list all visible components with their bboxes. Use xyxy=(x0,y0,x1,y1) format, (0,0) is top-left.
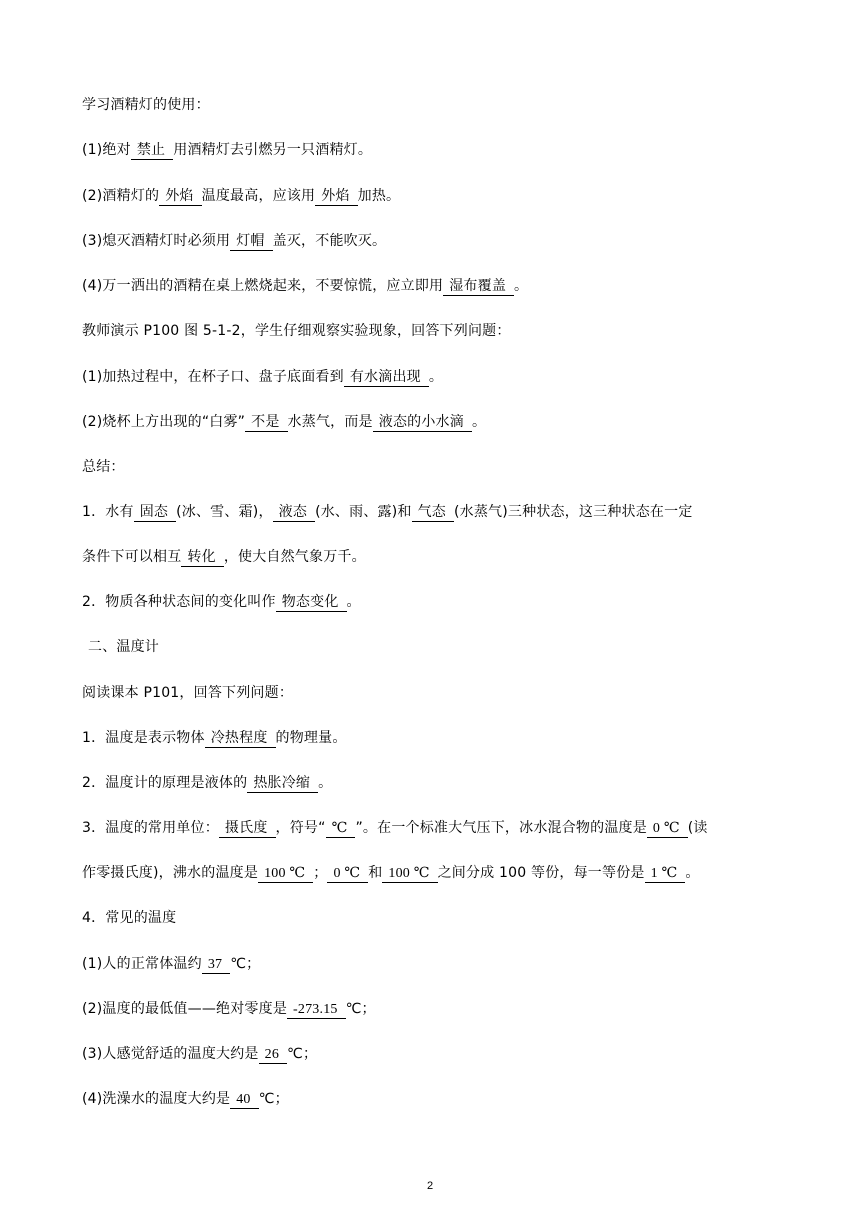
section-heading-thermometer xyxy=(88,637,800,657)
text: (冰、雪、霜)， xyxy=(176,504,273,520)
text: ℃； xyxy=(230,956,261,972)
answer-blank: 禁止 xyxy=(131,142,173,160)
answer-blank: 灯帽 xyxy=(230,233,272,251)
text: 1．温度是表示物体 xyxy=(82,730,205,746)
item-line xyxy=(82,276,800,296)
summary-heading xyxy=(82,457,800,477)
answer-blank: 液态 xyxy=(273,504,315,522)
item-line xyxy=(82,954,800,974)
text: 2．物质各种状态间的变化叫作 xyxy=(82,594,276,610)
answer-blank: 外焰 xyxy=(159,188,201,206)
answer-blank: 转化 xyxy=(181,549,223,567)
text: 作零摄氏度)，沸水的温度是 xyxy=(82,865,259,881)
answer-blank: 外焰 xyxy=(315,188,357,206)
answer-blank: 冷热程度 xyxy=(205,730,276,748)
text: 二、温度计 xyxy=(88,639,159,655)
text: (1)人的正常体温约 xyxy=(82,956,202,972)
text: 学习酒精灯的使用： xyxy=(82,97,210,113)
answer-blank: 0 ℃ xyxy=(647,820,688,838)
text: 1．水有 xyxy=(82,504,134,520)
text: 盖灭，不能吹灭。 xyxy=(272,233,387,249)
text: 总结： xyxy=(82,459,125,475)
item-line xyxy=(82,140,800,160)
text: 加热。 xyxy=(357,188,401,204)
text: ，符号“ xyxy=(275,820,326,836)
text: 用酒精灯去引燃另一只酒精灯。 xyxy=(173,142,373,158)
answer-blank: 固态 xyxy=(134,504,176,522)
item-line xyxy=(82,773,800,793)
text: 4．常见的温度 xyxy=(82,910,177,926)
answer-blank: 26 xyxy=(259,1046,287,1064)
item-line xyxy=(82,231,800,251)
item-line xyxy=(82,999,800,1019)
item-line xyxy=(82,728,800,748)
answer-blank: 液态的小水滴 xyxy=(373,414,472,432)
text: 条件下可以相互 xyxy=(82,549,182,565)
text: 。 xyxy=(346,594,361,610)
text: (2)酒精灯的 xyxy=(82,188,160,204)
answer-blank: 气态 xyxy=(412,504,454,522)
answer-blank: ℃ xyxy=(326,820,356,838)
item-line xyxy=(82,412,800,432)
item-line xyxy=(82,818,800,838)
item-line xyxy=(82,908,800,928)
text: (1)加热过程中，在杯子口、盘子底面看到 xyxy=(82,369,344,385)
item-line xyxy=(82,186,800,206)
text: 之间分成 100 等份，每一等份是 xyxy=(437,865,645,881)
text: ℃； xyxy=(287,1046,318,1062)
text: 温度最高，应该用 xyxy=(201,188,316,204)
text: (4)洗澡水的温度大约是 xyxy=(82,1091,231,1107)
text: 的物理量。 xyxy=(275,730,347,746)
item-line xyxy=(82,863,800,883)
text: 3．温度的常用单位： xyxy=(82,820,219,836)
item-line xyxy=(82,1044,800,1064)
text: 水蒸气，而是 xyxy=(287,414,373,430)
answer-blank: 0 ℃ xyxy=(327,865,368,883)
answer-blank: 100 ℃ xyxy=(258,865,313,883)
text: 阅读课本 P101，回答下列问题： xyxy=(82,685,294,701)
item-line xyxy=(82,367,800,387)
answer-blank: 37 xyxy=(202,956,230,974)
item-line xyxy=(82,547,800,567)
page-number: 2 xyxy=(426,1180,434,1192)
text: 和 xyxy=(368,865,383,881)
text: 2．温度计的原理是液体的 xyxy=(82,775,248,791)
answer-blank: 摄氏度 xyxy=(219,820,276,838)
item-line xyxy=(82,592,800,612)
answer-blank: -273.15 xyxy=(287,1001,346,1019)
section-intro-alcohol-lamp xyxy=(82,95,800,115)
text: 。 xyxy=(318,775,333,791)
text: (水蒸气)三种状态，这三种状态在一定 xyxy=(454,504,693,520)
text: 教师演示 P100 图 5-1-2，学生仔细观察实验现象，回答下列问题： xyxy=(82,323,511,339)
text: (2)温度的最低值——绝对零度是 xyxy=(82,1001,288,1017)
text: ℃； xyxy=(345,1001,376,1017)
text: ，使大自然气象万千。 xyxy=(223,549,366,565)
text: (2)烧杯上方出现的“白雾” xyxy=(82,414,246,430)
text: (1)绝对 xyxy=(82,142,131,158)
text: ； xyxy=(313,865,328,881)
text: 。 xyxy=(471,414,487,430)
answer-blank: 100 ℃ xyxy=(382,865,437,883)
answer-blank: 物态变化 xyxy=(276,594,347,612)
text: ”。在一个标准大气压下，冰水混合物的温度是 xyxy=(355,820,647,836)
text: (3)熄灭酒精灯时必须用 xyxy=(82,233,231,249)
answer-blank: 1 ℃ xyxy=(645,865,686,883)
answer-blank: 湿布覆盖 xyxy=(443,278,514,296)
answer-blank: 不是 xyxy=(245,414,287,432)
text: ℃； xyxy=(258,1091,289,1107)
reading-instruction xyxy=(82,683,800,703)
answer-blank: 40 xyxy=(230,1091,258,1109)
item-line xyxy=(82,1089,800,1109)
text: (4)万一洒出的酒精在桌上燃烧起来，不要惊慌，应立即用 xyxy=(82,278,444,294)
text: 。 xyxy=(514,278,529,294)
text: 。 xyxy=(685,865,700,881)
demo-instruction xyxy=(82,321,800,341)
text: (3)人感觉舒适的温度大约是 xyxy=(82,1046,259,1062)
text: (水、雨、露)和 xyxy=(315,504,412,520)
text: 。 xyxy=(428,369,444,385)
answer-blank: 热胀冷缩 xyxy=(247,775,318,793)
text: (读 xyxy=(687,820,708,836)
answer-blank: 有水滴出现 xyxy=(344,369,429,387)
item-line xyxy=(82,502,800,522)
